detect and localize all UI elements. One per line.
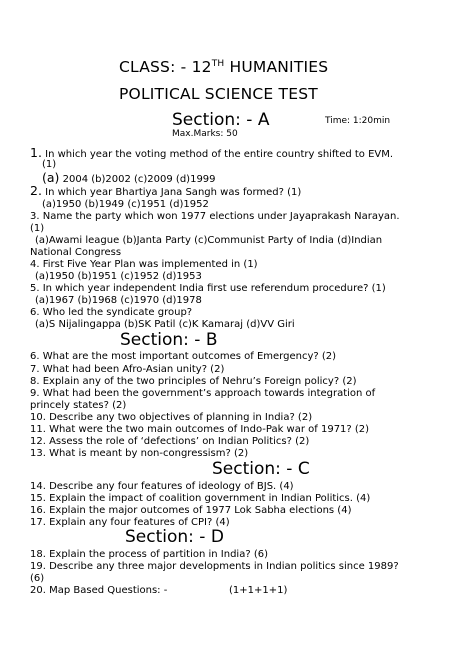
question-11: 11. What were the two main outcomes of Indo-Pak war of 1971? (2) — [30, 424, 370, 435]
question-20-marks: (1+1+1+1) — [229, 585, 288, 596]
question-9-cont: princely states? (2) — [30, 400, 127, 411]
section-b-title: Section: - B — [120, 330, 218, 350]
question-1-marks: (1) — [42, 159, 57, 170]
question-1-options — [42, 172, 216, 186]
question-13: 13. What is meant by non-congressism? (2) — [30, 448, 249, 459]
question-4: 4. First Five Year Plan was implemented in (1) — [30, 259, 258, 270]
question-2-text: In which year Bhartiya Jana Sangh was formed? (1) — [41, 187, 302, 198]
question-19: 19. Describe any three major developments in Indian politics since 1989? — [30, 561, 399, 572]
question-3: 3. Name the party which won 1977 elections under Jayaprakash Narayan. — [30, 211, 400, 222]
question-3-options-cont: National Congress — [30, 247, 122, 258]
time-label: Time: 1:20min — [325, 116, 391, 126]
question-2-number: 2. — [30, 183, 42, 198]
question-14: 14. Describe any four features of ideology of BJS. (4) — [30, 481, 294, 492]
question-5-options: (a)1967 (b)1968 (c)1970 (d)1978 — [35, 295, 202, 306]
question-2-options: (a)1950 (b)1949 (c)1951 (d)1952 — [42, 199, 209, 210]
question-1 — [30, 147, 393, 161]
question-1-options-text: 2004 (b)2002 (c)2009 (d)1999 — [59, 174, 216, 185]
question-12: 12. Assess the role of ‘defections’ on Indian Politics? (2) — [30, 436, 310, 447]
question-10: 10. Describe any two objectives of planning in India? (2) — [30, 412, 313, 423]
question-1-number: 1. — [30, 145, 42, 160]
question-1-text: In which year the voting method of the entire country shifted to EVM. — [41, 149, 394, 160]
section-c-title: Section: - C — [212, 459, 310, 479]
question-5: 5. In which year independent India first use referendum procedure? (1) — [30, 283, 386, 294]
question-3-marks: (1) — [30, 223, 45, 234]
question-9: 9. What had been the government’s approach towards integration of — [30, 388, 376, 399]
question-6-options: (a)S Nijalingappa (b)SK Patil (c)K Kamaraj (d)VV Giri — [35, 319, 295, 330]
section-a-title: Section: - A — [172, 110, 270, 130]
question-17: 17. Explain any four features of CPI? (4) — [30, 517, 230, 528]
question-2 — [30, 185, 301, 199]
class-suffix: HUMANITIES — [224, 58, 329, 76]
question-1-option-a: (a) — [42, 170, 60, 185]
section-d-title: Section: - D — [125, 527, 224, 547]
question-18: 18. Explain the process of partition in India? (6) — [30, 549, 268, 560]
max-marks-label: Max.Marks: 50 — [172, 129, 238, 139]
question-6b: 6. What are the most important outcomes of Emergency? (2) — [30, 351, 337, 362]
question-19-cont: (6) — [30, 573, 45, 584]
question-20: 20. Map Based Questions: - — [30, 585, 168, 596]
question-4-options: (a)1950 (b)1951 (c)1952 (d)1953 — [35, 271, 202, 282]
class-heading — [119, 58, 328, 76]
question-16: 16. Explain the major outcomes of 1977 Lok Sabha elections (4) — [30, 505, 352, 516]
question-6: 6. Who led the syndicate group? — [30, 307, 193, 318]
question-15: 15. Explain the impact of coalition government in Indian Politics. (4) — [30, 493, 371, 504]
question-8: 8. Explain any of the two principles of Nehru’s Foreign policy? (2) — [30, 376, 357, 387]
question-3-options: (a)Awami league (b)Janta Party (c)Communist Party of India (d)Indian — [35, 235, 383, 246]
class-prefix: CLASS: - 12 — [119, 58, 212, 76]
test-title: POLITICAL SCIENCE TEST — [119, 85, 318, 103]
question-7: 7. What had been Afro-Asian unity? (2) — [30, 364, 225, 375]
class-superscript: TH — [211, 58, 225, 69]
